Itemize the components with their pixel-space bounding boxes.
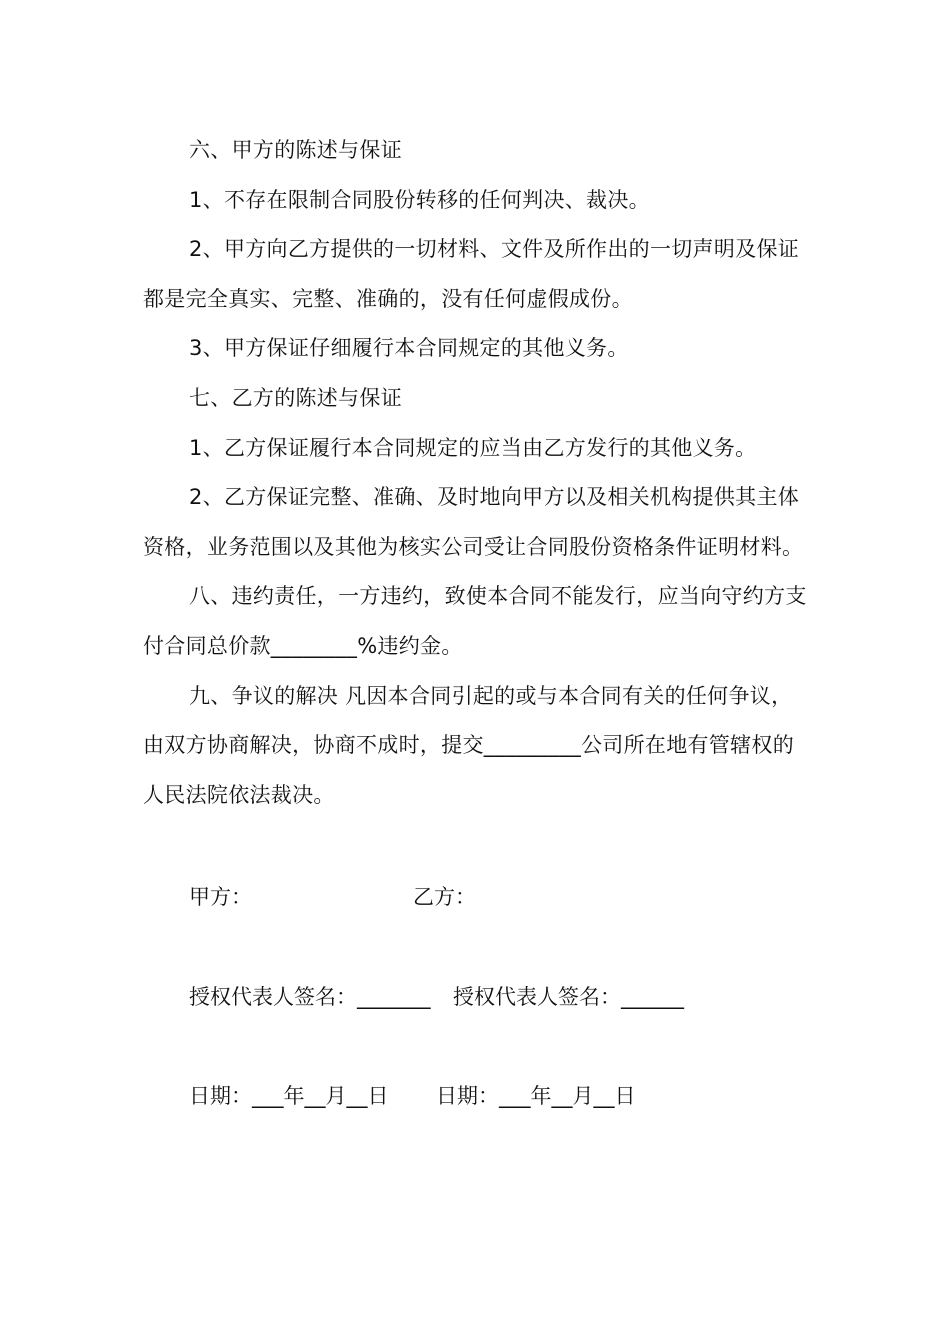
section-dispute-resolution: 九、争议的解决 凡因本合同引起的或与本合同有关的任何争议，由双方协商解决，协商不成时，提交_________公司所在地有管辖权的人民法院依法裁决。 — [143, 683, 794, 807]
section-heading-six: 六、甲方的陈述与保证 — [189, 138, 402, 162]
rep-a-signature: 授权代表人签名：_______ — [189, 985, 431, 1009]
clause-six-1: 1、不存在限制合同股份转移的任何判决、裁决。 — [189, 187, 650, 212]
clause-six-2: 2、甲方向乙方提供的一切材料、文件及所作出的一切声明及保证都是完全真实、完整、准确的，没有任何虚假成份。 — [143, 237, 800, 311]
clause-seven-2: 2、乙方保证完整、准确、及时地向甲方以及相关机构提供其主体资格，业务范围以及其他为核实公司受让合同股份资格条件证明材料。 — [143, 485, 804, 559]
party-row — [189, 882, 476, 912]
date-row — [189, 1081, 636, 1111]
section-breach-liability: 八、违约责任，一方违约，致使本合同不能发行，应当向守约方支付合同总价款________%违约金。 — [143, 584, 807, 658]
date-a: 日期：___年__月__日 — [189, 1084, 389, 1108]
signature-row — [189, 982, 684, 1012]
clause-six-3: 3、甲方保证仔细履行本合同规定的其他义务。 — [189, 336, 629, 361]
clause-seven-1: 1、乙方保证履行本合同规定的应当由乙方发行的其他义务。 — [189, 435, 757, 460]
contract-body — [143, 126, 813, 820]
rep-b-signature: 授权代表人签名：______ — [453, 985, 684, 1009]
date-b: 日期：___年__月__日 — [436, 1084, 636, 1108]
party-a-label: 甲方： — [189, 885, 252, 909]
party-b-label: 乙方： — [413, 885, 476, 909]
section-heading-seven: 七、乙方的陈述与保证 — [189, 385, 402, 410]
